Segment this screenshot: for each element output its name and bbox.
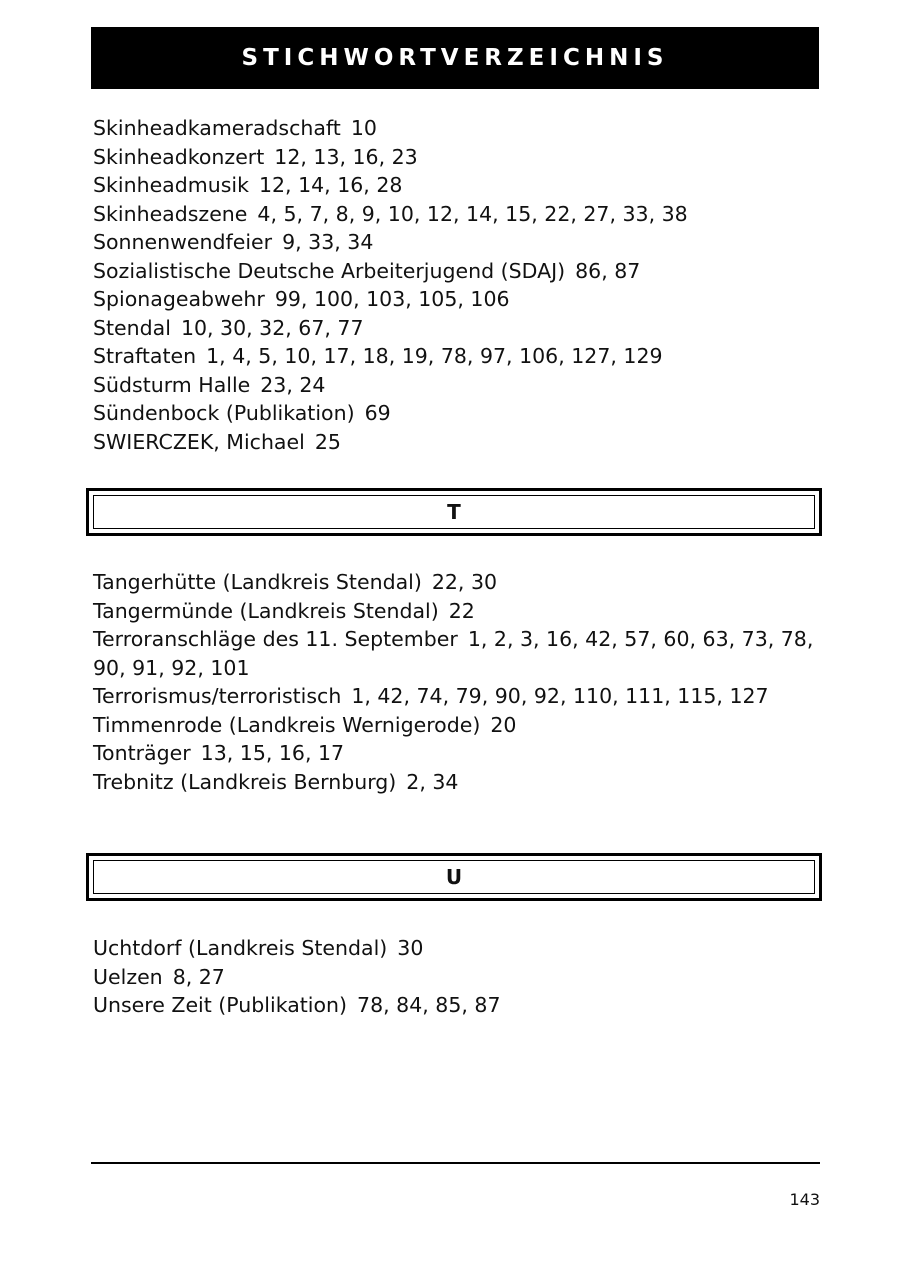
entry-pages: 78, 84, 85, 87 <box>357 993 501 1017</box>
section-letter: T <box>447 500 461 524</box>
entry-pages: 22 <box>448 598 475 623</box>
entry-term: Skinheadkonzert <box>93 144 265 169</box>
entry-pages: 30 <box>397 936 424 960</box>
entry-term: Stendal <box>93 315 171 340</box>
page-title <box>91 27 819 89</box>
entry-pages: 10 <box>350 116 377 140</box>
index-entry <box>93 143 823 172</box>
section-letter: U <box>445 865 463 889</box>
entry-term: Straftaten <box>93 344 197 368</box>
entry-term: Skinheadmusik <box>93 173 249 197</box>
entry-term: Unsere Zeit (Publikation) <box>93 993 348 1017</box>
entry-term: Sündenbock (Publikation) <box>93 401 355 425</box>
index-entry <box>93 739 823 768</box>
entry-term: Sozialistische Deutsche Arbeiterjugend (SDAJ) <box>93 258 566 283</box>
index-entry <box>93 963 823 992</box>
index-section-u <box>93 934 823 1020</box>
index-entry <box>93 114 823 143</box>
index-entry <box>93 711 823 740</box>
entry-pages: 1, 4, 5, 10, 17, 18, 19, 78, 97, 106, 127, 129 <box>206 344 663 368</box>
index-section-s <box>93 114 823 456</box>
entry-pages: 22, 30 <box>431 570 498 594</box>
entry-term: Trebnitz (Landkreis Bernburg) <box>93 769 397 794</box>
entry-term: Tangermünde (Landkreis Stendal) <box>93 598 439 623</box>
entry-term: Tangerhütte (Landkreis Stendal) <box>93 570 422 594</box>
section-letter-box-t <box>86 488 822 536</box>
entry-term: Skinheadszene <box>93 201 248 226</box>
entry-pages: 1, 42, 74, 79, 90, 92, 110, 111, 115, 127 <box>351 684 769 708</box>
index-entry <box>93 285 823 314</box>
page-number: 143 <box>789 1190 820 1209</box>
entry-term: Skinheadkameradschaft <box>93 116 341 140</box>
entry-pages: 1, 2, 3, 16, 42, 57, 60, 63, 73, 78, 90, 91, 92, 101 <box>93 627 814 680</box>
entry-term: Terroranschläge des 11. September <box>93 627 458 651</box>
entry-term: Uchtdorf (Landkreis Stendal) <box>93 936 388 960</box>
index-entry <box>93 171 823 200</box>
entry-term: Tonträger <box>93 741 191 765</box>
index-entry <box>93 934 823 963</box>
index-entry <box>93 568 823 597</box>
entry-term: SWIERCZEK, Michael <box>93 429 305 454</box>
page-title-text: STICHWORTVERZEICHNIS <box>241 45 669 71</box>
section-letter-box-u <box>86 853 822 901</box>
entry-term: Terrorismus/terroristisch <box>93 684 342 708</box>
entry-pages: 23, 24 <box>260 372 326 397</box>
index-entry <box>93 342 823 371</box>
index-entry <box>93 625 823 682</box>
entry-pages: 69 <box>364 401 391 425</box>
entry-pages: 86, 87 <box>575 258 641 283</box>
index-entry <box>93 597 823 626</box>
entry-term: Uelzen <box>93 964 163 989</box>
entry-pages: 2, 34 <box>406 769 459 794</box>
footer-divider <box>91 1162 820 1164</box>
entry-term: Timmenrode (Landkreis Wernigerode) <box>93 712 481 737</box>
section-letter-frame <box>93 860 815 894</box>
index-entry <box>93 768 823 797</box>
section-letter-frame <box>93 495 815 529</box>
index-entry <box>93 371 823 400</box>
entry-pages: 13, 15, 16, 17 <box>200 741 345 765</box>
index-entry <box>93 428 823 457</box>
entry-pages: 9, 33, 34 <box>282 230 374 254</box>
entry-pages: 4, 5, 7, 8, 9, 10, 12, 14, 15, 22, 27, 33, 38 <box>257 201 688 226</box>
index-entry <box>93 257 823 286</box>
entry-pages: 8, 27 <box>172 964 225 989</box>
index-section-t <box>93 568 823 796</box>
entry-pages: 25 <box>314 429 341 454</box>
index-entry <box>93 314 823 343</box>
entry-pages: 20 <box>490 712 517 737</box>
entry-term: Südsturm Halle <box>93 372 251 397</box>
index-entry <box>93 200 823 229</box>
entry-pages: 12, 14, 16, 28 <box>258 173 403 197</box>
index-entry <box>93 399 823 428</box>
entry-pages: 12, 13, 16, 23 <box>274 144 418 169</box>
entry-term: Spionageabwehr <box>93 287 265 311</box>
entry-term: Sonnenwendfeier <box>93 230 273 254</box>
index-entry <box>93 228 823 257</box>
index-entry <box>93 682 823 711</box>
index-entry <box>93 991 823 1020</box>
entry-pages: 99, 100, 103, 105, 106 <box>274 287 510 311</box>
entry-pages: 10, 30, 32, 67, 77 <box>180 315 364 340</box>
